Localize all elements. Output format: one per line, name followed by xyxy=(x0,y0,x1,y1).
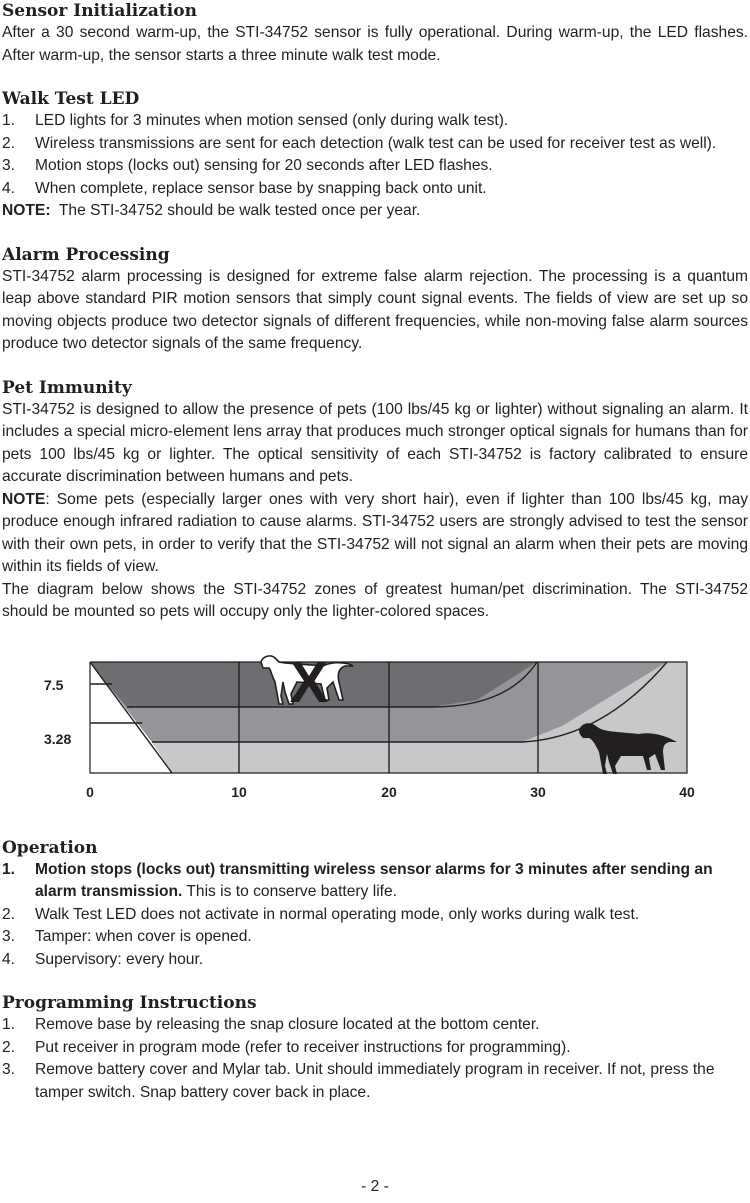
list-item: 1. Motion stops (locks out) transmitting wireless sensor alarms for 3 minutes after sending an alarm transmission. This is to conserve battery life. xyxy=(2,860,713,900)
list-item: 3. Remove battery cover and Mylar tab. Unit should immediately program in receiver. If not, press the tamper switch. Snap battery cover back in place. xyxy=(2,1061,715,1101)
x-label-30: 30 xyxy=(530,783,546,800)
list-item: 3. Tamper: when cover is opened. xyxy=(2,928,252,945)
y-label-3-28: 3.28 xyxy=(44,730,72,747)
heading-walk-test-led: Walk Test LED xyxy=(2,89,140,109)
operation-list xyxy=(2,859,748,972)
document-page xyxy=(2,0,748,1104)
heading-operation: Operation xyxy=(2,837,98,858)
sensor-initialization-text: After a 30 second warm-up, the STI-34752 sensor is fully operational. During warm-up, the LED flashes. After warm-up, the sensor starts a three minute walk test mode. xyxy=(2,24,748,64)
list-item: 4. When complete, replace sensor base by snapping back onto unit. xyxy=(2,179,487,197)
list-item: 2. Put receiver in program mode (refer to receiver instructions for programming). xyxy=(2,1038,571,1056)
x-label-10: 10 xyxy=(231,783,247,800)
alarm-processing-text: STI-34752 alarm processing is designed for extreme false alarm rejection. The processing is a quantum leap above standard PIR motion sensors that simply count signal events. The fields of view are set up so moving objects produce two detector signals of different frequencies, while non-moving false alarm sources produce two detector signals of the same frequency. xyxy=(2,267,748,352)
x-label-40: 40 xyxy=(679,783,695,800)
y-label-7-5: 7.5 xyxy=(44,676,64,693)
cross-mark: X xyxy=(289,649,329,715)
heading-programming-instructions: Programming Instructions xyxy=(2,993,257,1013)
list-item: 4. Supervisory: every hour. xyxy=(2,950,204,968)
x-label-0: 0 xyxy=(86,783,94,800)
x-label-20: 20 xyxy=(381,783,397,800)
list-item: 1. LED lights for 3 minutes when motion sensed (only during walk test). xyxy=(2,112,509,129)
pet-zone-diagram xyxy=(2,630,748,818)
walk-test-list xyxy=(2,110,748,200)
walk-test-note: NOTE: The STI-34752 should be walk tested once per year. xyxy=(2,202,421,219)
pet-immunity-text: STI-34752 is designed to allow the presence of pets (100 lbs/45 kg or lighter) without signaling an alarm. It includes a special micro-element lens array that produces much stronger optical signals for humans than for pets 100 lbs/45 kg or lighter. The optical sensitivity of each STI-34752 is factory calibrated to ensure accurate discrimination between humans and pets. xyxy=(2,400,748,485)
pet-immunity-diagram-text: The diagram below shows the STI-34752 zones of greatest human/pet discrimination. The STI-34752 should be mounted so pets will occupy only the lighter-colored spaces. xyxy=(2,580,748,620)
heading-alarm-processing: Alarm Processing xyxy=(2,244,170,265)
pet-zone-svg xyxy=(2,630,748,818)
list-item: 2. Wireless transmissions are sent for each detection (walk test can be used for receiver test as well). xyxy=(2,134,717,152)
heading-pet-immunity: Pet Immunity xyxy=(2,377,132,398)
programming-list xyxy=(2,1014,748,1104)
heading-sensor-initialization: Sensor Initialization xyxy=(2,1,197,21)
list-item: 2. Walk Test LED does not activate in normal operating mode, only works during walk test. xyxy=(2,905,640,923)
list-item: 3. Motion stops (locks out) sensing for 20 seconds after LED flashes. xyxy=(2,157,493,174)
pet-immunity-note: NOTE: Some pets (especially larger ones with very short hair), even if lighter than 100 lbs/45 kg, may produce enough infrared radiation to cause alarms. STI-34752 users are strongly advised to test the sensor with their own pets, in order to verify that the STI-34752 will not signal an alarm when their pets are moving within its fields of view. xyxy=(2,490,748,575)
list-item: 1. Remove base by releasing the snap closure located at the bottom center. xyxy=(2,1016,540,1033)
page-number: - 2 - xyxy=(361,1178,389,1195)
